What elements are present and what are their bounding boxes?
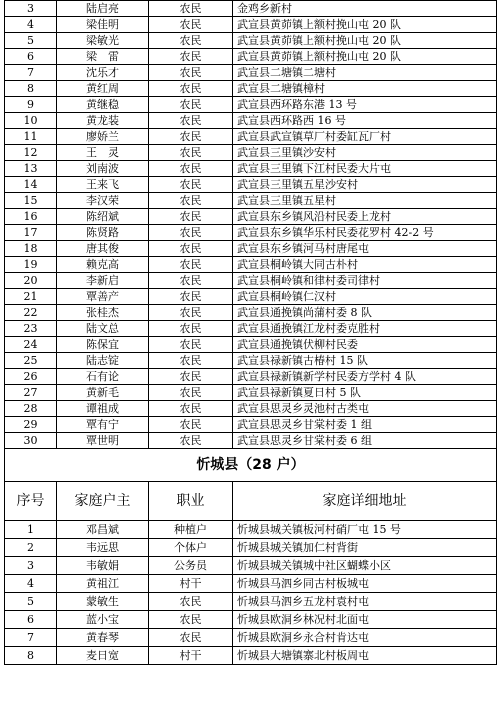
address-cell: 武宣县武宣镇草厂村委缸瓦厂村	[233, 129, 497, 145]
row-number-cell: 18	[5, 241, 57, 257]
row-number-cell: 26	[5, 369, 57, 385]
occupation-cell: 农民	[149, 145, 233, 161]
household-head-cell: 沈乐才	[57, 65, 149, 81]
household-head-cell: 李新启	[57, 273, 149, 289]
table-row	[5, 557, 497, 575]
address-cell: 武宣县通挽镇尚蒲村委 8 队	[233, 305, 497, 321]
table-row	[5, 1, 497, 17]
occupation-cell: 农民	[149, 629, 233, 647]
address-cell: 武宣县桐岭镇仁汉村	[233, 289, 497, 305]
address-cell: 武宣县禄新镇夏日村 5 队	[233, 385, 497, 401]
table-row	[5, 65, 497, 81]
row-number-cell: 6	[5, 49, 57, 65]
address-cell: 武宣县禄新镇新学村民委方学村 4 队	[233, 369, 497, 385]
household-head-cell: 唐其俊	[57, 241, 149, 257]
table-row	[5, 257, 497, 273]
county-title-row	[5, 449, 497, 482]
row-number-cell: 13	[5, 161, 57, 177]
household-head-cell: 梁佳明	[57, 17, 149, 33]
row-number-cell: 11	[5, 129, 57, 145]
occupation-cell: 农民	[149, 49, 233, 65]
row-number-cell: 4	[5, 575, 57, 593]
table-row	[5, 385, 497, 401]
address-cell: 忻城县城关镇板河村硝厂屯 15 号	[233, 521, 497, 539]
occupation-cell: 农民	[149, 241, 233, 257]
household-head-cell: 覃有宁	[57, 417, 149, 433]
row-number-cell: 5	[5, 593, 57, 611]
row-number-cell: 22	[5, 305, 57, 321]
occupation-cell: 农民	[149, 33, 233, 49]
address-cell: 武宣县二塘镇樟村	[233, 81, 497, 97]
table-row	[5, 305, 497, 321]
address-cell: 武宣县思灵乡灵池村古类屯	[233, 401, 497, 417]
address-cell: 忻城县欧洞乡林况村北面屯	[233, 611, 497, 629]
table-row	[5, 647, 497, 665]
occupation-cell: 农民	[149, 65, 233, 81]
occupation-cell: 农民	[149, 161, 233, 177]
header-address: 家庭详细地址	[233, 482, 497, 521]
occupation-cell: 农民	[149, 129, 233, 145]
occupation-cell: 农民	[149, 401, 233, 417]
table-row	[5, 369, 497, 385]
household-head-cell: 蓝小宝	[57, 611, 149, 629]
occupation-cell: 村干	[149, 575, 233, 593]
table-row	[5, 273, 497, 289]
occupation-cell: 农民	[149, 337, 233, 353]
row-number-cell: 29	[5, 417, 57, 433]
household-head-cell: 陆文总	[57, 321, 149, 337]
address-cell: 金鸡乡新村	[233, 1, 497, 17]
household-head-cell: 廖娇兰	[57, 129, 149, 145]
occupation-cell: 村干	[149, 647, 233, 665]
occupation-cell: 公务员	[149, 557, 233, 575]
occupation-cell: 农民	[149, 289, 233, 305]
household-head-cell: 蒙敏生	[57, 593, 149, 611]
row-number-cell: 20	[5, 273, 57, 289]
occupation-cell: 农民	[149, 593, 233, 611]
row-number-cell: 7	[5, 65, 57, 81]
household-head-cell: 黄红周	[57, 81, 149, 97]
address-cell: 武宣县东乡镇华乐村民委花罗村 42-2 号	[233, 225, 497, 241]
household-head-cell: 王 灵	[57, 145, 149, 161]
table-row	[5, 321, 497, 337]
table-row	[5, 81, 497, 97]
household-head-cell: 陆启亮	[57, 1, 149, 17]
occupation-cell: 农民	[149, 353, 233, 369]
row-number-cell: 8	[5, 647, 57, 665]
address-cell: 武宣县西环路东港 13 号	[233, 97, 497, 113]
table-row	[5, 193, 497, 209]
household-head-cell: 黄继稳	[57, 97, 149, 113]
table-row	[5, 521, 497, 539]
address-cell: 武宣县黄茆镇上额村挽山屯 20 队	[233, 17, 497, 33]
household-head-cell: 覃世明	[57, 433, 149, 449]
household-head-cell: 邓昌斌	[57, 521, 149, 539]
household-head-cell: 韦远思	[57, 539, 149, 557]
household-head-cell: 黄龙装	[57, 113, 149, 129]
table-row	[5, 417, 497, 433]
household-head-cell: 李汉荣	[57, 193, 149, 209]
address-cell: 武宣县禄新镇古椿村 15 队	[233, 353, 497, 369]
table-row	[5, 629, 497, 647]
address-cell: 武宣县桐岭镇和律村委司律村	[233, 273, 497, 289]
occupation-cell: 农民	[149, 273, 233, 289]
row-number-cell: 24	[5, 337, 57, 353]
row-number-cell: 27	[5, 385, 57, 401]
row-number-cell: 30	[5, 433, 57, 449]
occupation-cell: 农民	[149, 321, 233, 337]
wuxuan-county-rows	[5, 1, 497, 449]
row-number-cell: 17	[5, 225, 57, 241]
address-cell: 忻城县欧洞乡永合村肯达屯	[233, 629, 497, 647]
occupation-cell: 个体户	[149, 539, 233, 557]
household-head-cell: 梁 雷	[57, 49, 149, 65]
table-row	[5, 113, 497, 129]
xincheng-county-rows	[5, 521, 497, 665]
occupation-cell: 农民	[149, 113, 233, 129]
row-number-cell: 15	[5, 193, 57, 209]
row-number-cell: 2	[5, 539, 57, 557]
address-cell: 武宣县三里镇五星村	[233, 193, 497, 209]
address-cell: 武宣县东乡镇风沿村民委上龙村	[233, 209, 497, 225]
row-number-cell: 14	[5, 177, 57, 193]
table-row	[5, 593, 497, 611]
table-row	[5, 17, 497, 33]
table-row	[5, 49, 497, 65]
occupation-cell: 农民	[149, 257, 233, 273]
table-row	[5, 337, 497, 353]
household-table	[4, 0, 497, 665]
household-head-cell: 黄新毛	[57, 385, 149, 401]
household-head-cell: 梁敏光	[57, 33, 149, 49]
household-head-cell: 麦日宽	[57, 647, 149, 665]
address-cell: 忻城县城关镇城中社区蝴蝶小区	[233, 557, 497, 575]
occupation-cell: 农民	[149, 17, 233, 33]
household-head-cell: 刘南波	[57, 161, 149, 177]
header-household-head: 家庭户主	[57, 482, 149, 521]
address-cell: 武宣县桐岭镇大同古朴村	[233, 257, 497, 273]
address-cell: 武宣县通挽镇伏柳村民委	[233, 337, 497, 353]
household-head-cell: 石有论	[57, 369, 149, 385]
table-row	[5, 97, 497, 113]
county-title: 忻城县（28 户）	[5, 449, 497, 482]
household-head-cell: 覃善产	[57, 289, 149, 305]
household-head-cell: 谭祖成	[57, 401, 149, 417]
household-head-cell: 陈绍斌	[57, 209, 149, 225]
household-head-cell: 陈保宜	[57, 337, 149, 353]
row-number-cell: 10	[5, 113, 57, 129]
occupation-cell: 农民	[149, 225, 233, 241]
row-number-cell: 1	[5, 521, 57, 539]
occupation-cell: 农民	[149, 1, 233, 17]
occupation-cell: 农民	[149, 177, 233, 193]
row-number-cell: 9	[5, 97, 57, 113]
address-cell: 武宣县三里镇沙安村	[233, 145, 497, 161]
occupation-cell: 农民	[149, 433, 233, 449]
table-row	[5, 241, 497, 257]
row-number-cell: 12	[5, 145, 57, 161]
address-cell: 武宣县东乡镇河马村唐尾屯	[233, 241, 497, 257]
address-cell: 武宣县黄茆镇上额村挽山屯 20 队	[233, 49, 497, 65]
header-occupation: 职业	[149, 482, 233, 521]
occupation-cell: 农民	[149, 611, 233, 629]
household-head-cell: 黄祖江	[57, 575, 149, 593]
row-number-cell: 6	[5, 611, 57, 629]
address-cell: 武宣县通挽镇江龙村委克胜村	[233, 321, 497, 337]
table-header-row	[5, 482, 497, 521]
address-cell: 武宣县三里镇下江村民委大片屯	[233, 161, 497, 177]
household-head-cell: 陈贤路	[57, 225, 149, 241]
row-number-cell: 28	[5, 401, 57, 417]
xincheng-county-section	[5, 449, 497, 521]
household-head-cell: 张桂杰	[57, 305, 149, 321]
address-cell: 武宣县三里镇五星沙安村	[233, 177, 497, 193]
header-number: 序号	[5, 482, 57, 521]
occupation-cell: 农民	[149, 193, 233, 209]
occupation-cell: 农民	[149, 385, 233, 401]
table-row	[5, 353, 497, 369]
address-cell: 武宣县黄茆镇上额村挽山屯 20 队	[233, 33, 497, 49]
address-cell: 武宣县思灵乡甘棠村委 6 组	[233, 433, 497, 449]
address-cell: 武宣县二塘镇二塘村	[233, 65, 497, 81]
occupation-cell: 种植户	[149, 521, 233, 539]
table-row	[5, 177, 497, 193]
row-number-cell: 7	[5, 629, 57, 647]
occupation-cell: 农民	[149, 81, 233, 97]
table-row	[5, 161, 497, 177]
household-head-cell: 赖克高	[57, 257, 149, 273]
occupation-cell: 农民	[149, 97, 233, 113]
row-number-cell: 19	[5, 257, 57, 273]
table-row	[5, 575, 497, 593]
row-number-cell: 4	[5, 17, 57, 33]
occupation-cell: 农民	[149, 369, 233, 385]
row-number-cell: 3	[5, 557, 57, 575]
household-head-cell: 韦敏娟	[57, 557, 149, 575]
occupation-cell: 农民	[149, 305, 233, 321]
table-row	[5, 611, 497, 629]
household-sheet	[4, 0, 496, 665]
table-row	[5, 145, 497, 161]
address-cell: 忻城县马泗乡同古村板城屯	[233, 575, 497, 593]
household-head-cell: 陆志锭	[57, 353, 149, 369]
table-row	[5, 433, 497, 449]
table-row	[5, 539, 497, 557]
table-row	[5, 209, 497, 225]
row-number-cell: 8	[5, 81, 57, 97]
address-cell: 武宣县西环路西 16 号	[233, 113, 497, 129]
table-row	[5, 289, 497, 305]
address-cell: 忻城县马泗乡五龙村袁村屯	[233, 593, 497, 611]
row-number-cell: 23	[5, 321, 57, 337]
occupation-cell: 农民	[149, 417, 233, 433]
occupation-cell: 农民	[149, 209, 233, 225]
row-number-cell: 21	[5, 289, 57, 305]
address-cell: 忻城县大塘镇寨北村板周屯	[233, 647, 497, 665]
table-row	[5, 401, 497, 417]
address-cell: 武宣县思灵乡甘棠村委 1 组	[233, 417, 497, 433]
row-number-cell: 5	[5, 33, 57, 49]
table-row	[5, 129, 497, 145]
table-row	[5, 225, 497, 241]
household-head-cell: 黄春琴	[57, 629, 149, 647]
address-cell: 忻城县城关镇加仁村背街	[233, 539, 497, 557]
row-number-cell: 16	[5, 209, 57, 225]
table-row	[5, 33, 497, 49]
row-number-cell: 25	[5, 353, 57, 369]
row-number-cell: 3	[5, 1, 57, 17]
household-head-cell: 王来飞	[57, 177, 149, 193]
